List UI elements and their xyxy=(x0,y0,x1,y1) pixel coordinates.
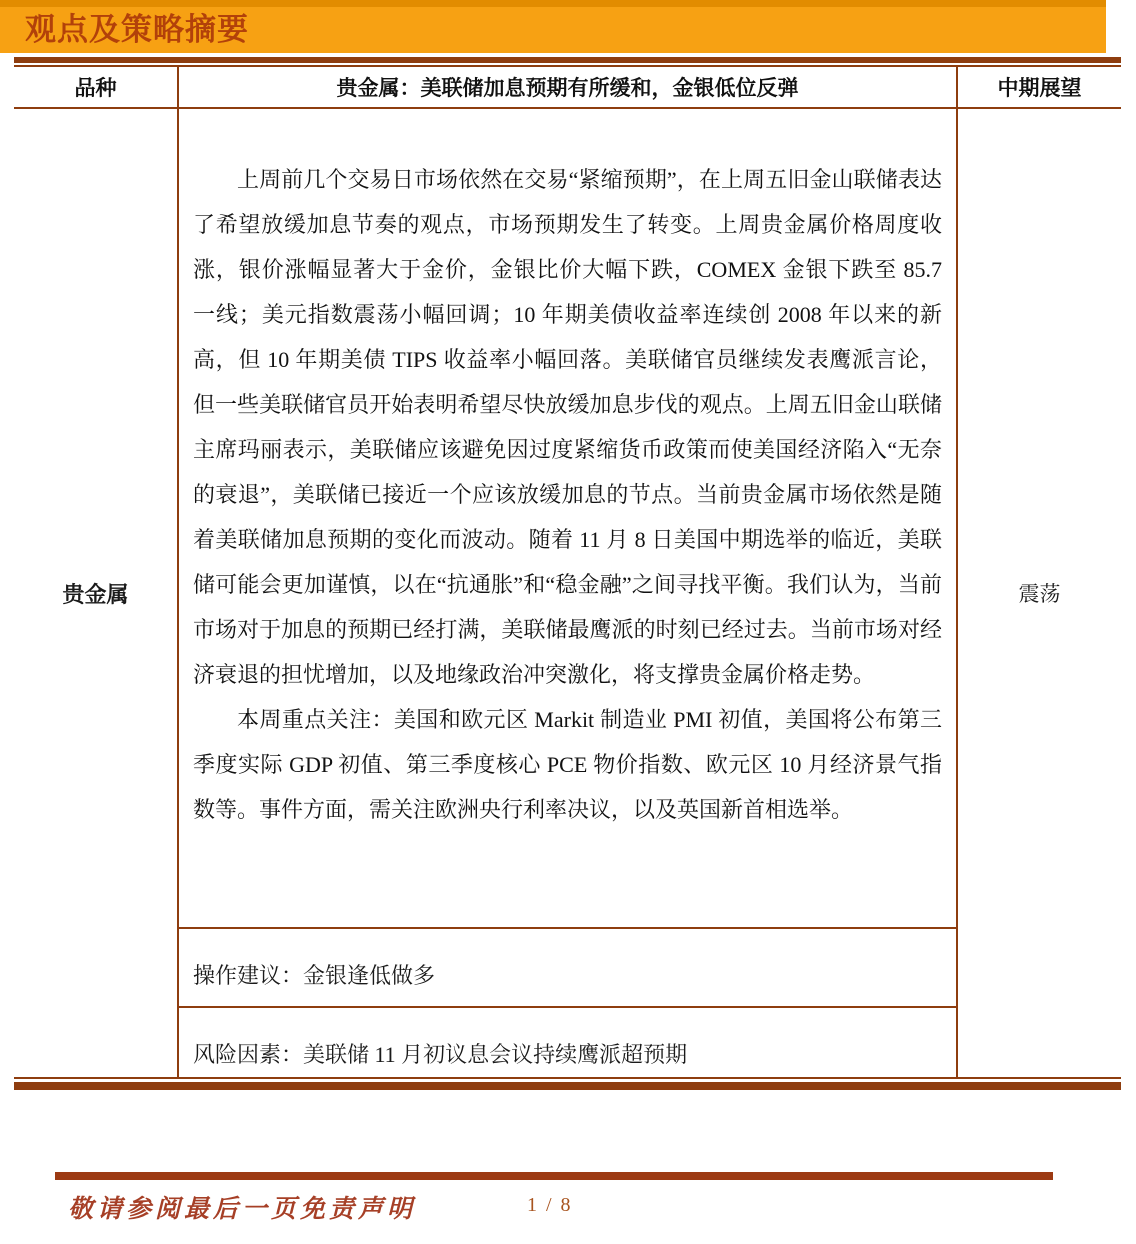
analysis-cell xyxy=(178,108,957,928)
advice-text: 操作建议：金银逢低做多 xyxy=(178,928,957,1007)
page-title: 观点及策略摘要 xyxy=(25,12,249,47)
footer-disclaimer: 敬请参阅最后一页免责声明 xyxy=(68,1196,417,1223)
strategy-summary-table xyxy=(14,67,1121,1077)
divider-thick-line xyxy=(14,1082,1121,1090)
table-body-row xyxy=(14,108,1121,928)
analysis-paragraph-2: 本周重点关注：美国和欧元区 Markit 制造业 PMI 初值，美国将公布第三季度实际 GDP 初值、第三季度核心 PCE 物价指数、欧元区 10 月经济景气指数等。事件方面，需关注欧洲央行利率决议，以及英国新首相选举。 xyxy=(193,707,942,822)
analysis-paragraph-1: 上周前几个交易日市场依然在交易“紧缩预期”，在上周五旧金山联储表达了希望放缓加息节奏的观点，市场预期发生了转变。上周贵金属价格周度收涨，银价涨幅显著大于金价，金银比价大幅下跌，COMEX 金银下跌至 85.7 一线；美元指数震荡小幅回调；10 年期美债收益率连续创 2008 年以来的新高，但 10 年期美债 TIPS 收益率小幅回落。美联储官员继续发表鹰派言论，但一些美联储官员开始表明希望尽快放缓加息步伐的观点。上周五旧金山联储主席玛丽表示，美联储应该避免因过度紧缩货币政策而使美国经济陷入“无奈的衰退”，美联储已接近一个应该放缓加息的节点。当前贵金属市场依然是随着美联储加息预期的变化而波动。随着 11 月 8 日美国中期选举的临近，美联储可能会更加谨慎，以在“抗通胀”和“稳金融”之间寻找平衡。我们认为，当前市场对于加息的预期已经打满，美联储最鹰派的时刻已经过去。当前市场对经济衰退的担忧增加，以及地缘政治冲突激化，将支撑贵金属价格走势。 xyxy=(193,167,942,687)
divider-thick-line xyxy=(14,57,1121,63)
divider-thin-line xyxy=(14,1077,1121,1079)
banner-divider xyxy=(14,57,1121,67)
header-variety: 品种 xyxy=(14,67,178,108)
table-bottom-divider xyxy=(14,1077,1121,1090)
page-number: 1 / 8 xyxy=(527,1194,573,1216)
table-risk-row xyxy=(14,1007,1121,1077)
table-advice-row xyxy=(14,928,1121,1007)
header-outlook: 中期展望 xyxy=(957,67,1121,108)
variety-label: 贵金属 xyxy=(62,581,129,607)
header-summary-title: 贵金属：美联储加息预期有所缓和，金银低位反弹 xyxy=(178,67,957,108)
risk-text: 风险因素：美联储 11 月初议息会议持续鹰派超预期 xyxy=(178,1007,957,1077)
outlook-value: 震荡 xyxy=(1018,582,1061,606)
table-header-row xyxy=(14,67,1121,108)
section-banner xyxy=(0,0,1106,53)
footer-rule xyxy=(55,1172,1053,1180)
